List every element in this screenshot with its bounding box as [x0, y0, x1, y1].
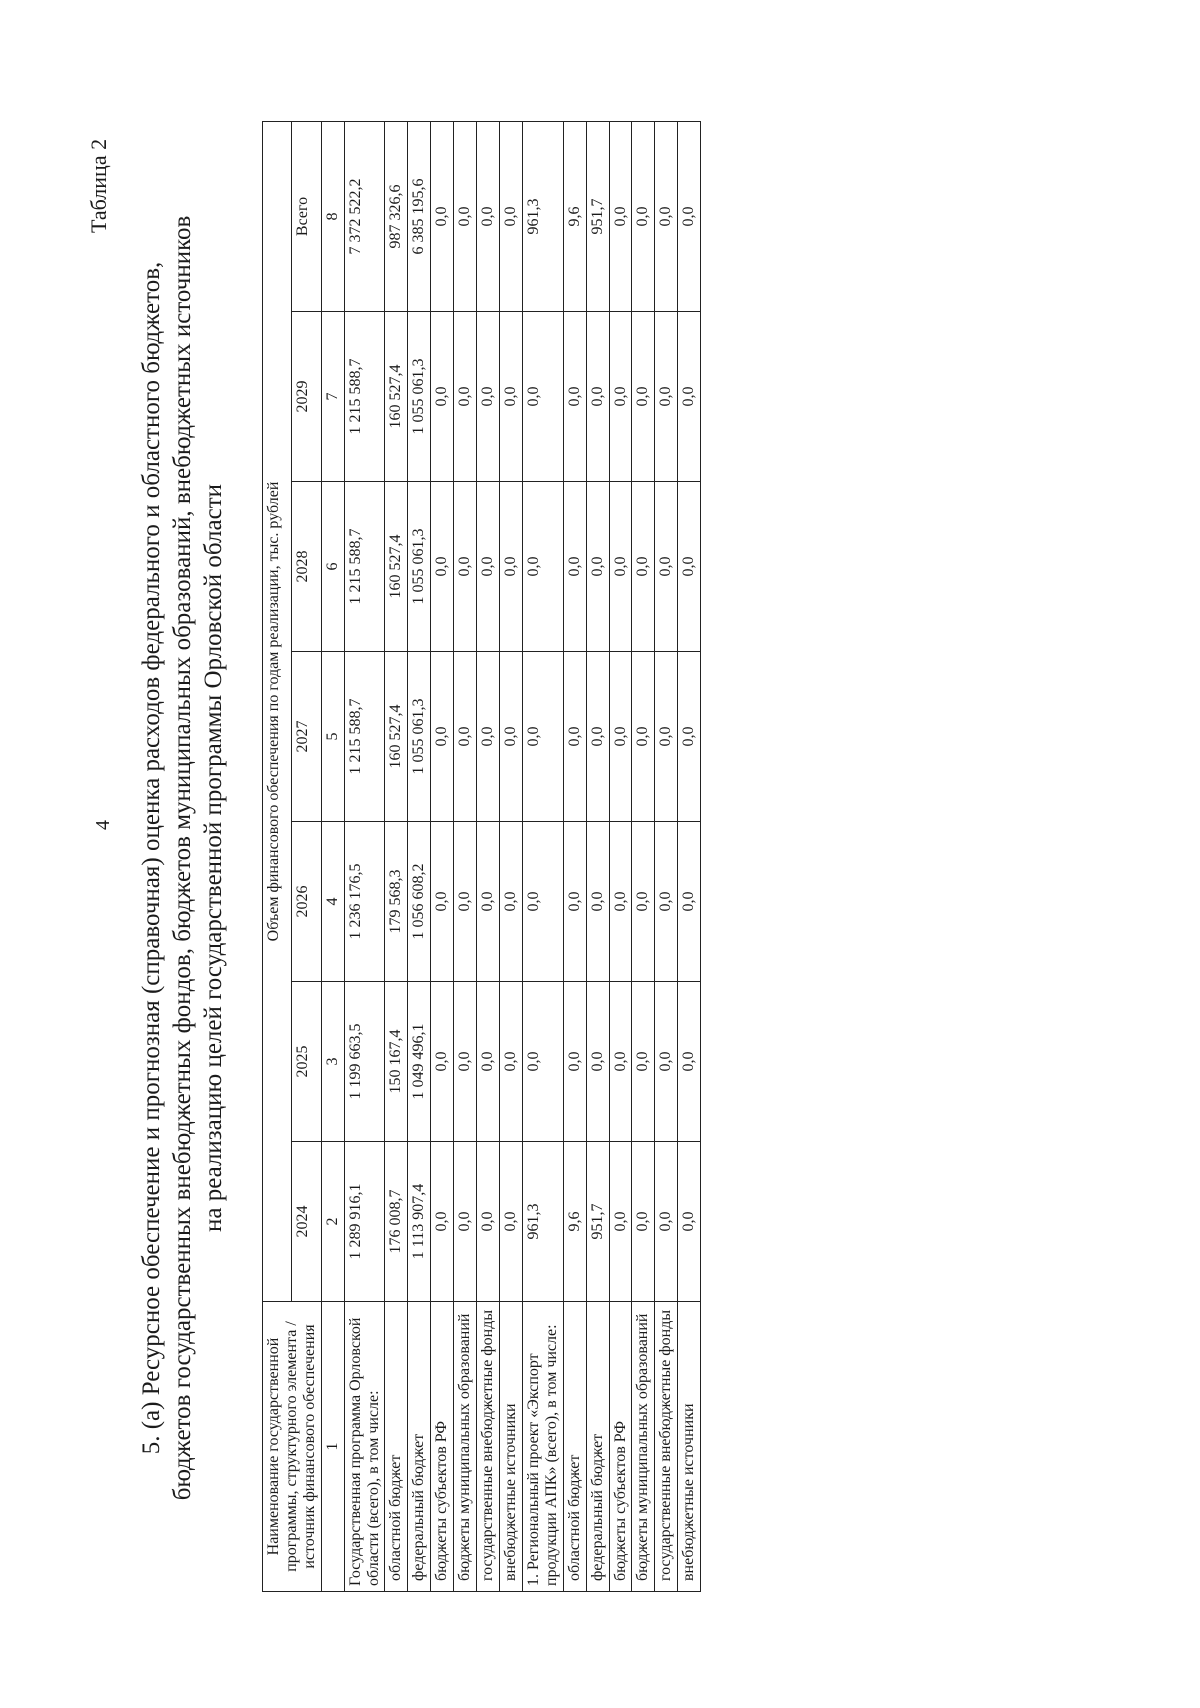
- row-name-cell: федеральный бюджет: [586, 1302, 609, 1592]
- table-row: [344, 121, 385, 1591]
- value-cell: 0,0: [431, 822, 454, 982]
- value-cell: 0,0: [632, 312, 655, 482]
- value-cell: 0,0: [586, 312, 609, 482]
- row-name-cell: бюджеты муниципальных образований: [454, 1302, 477, 1592]
- value-cell: 0,0: [678, 822, 701, 982]
- value-cell: 0,0: [563, 312, 586, 482]
- row-name-cell: областной бюджет: [563, 1302, 586, 1592]
- value-cell: 0,0: [632, 822, 655, 982]
- row-name-cell: федеральный бюджет: [408, 1302, 431, 1592]
- value-cell: 0,0: [522, 982, 563, 1142]
- column-number: 6: [321, 482, 344, 652]
- value-cell: 0,0: [499, 312, 522, 482]
- value-cell: 0,0: [454, 1142, 477, 1302]
- total-cell: 951,7: [586, 121, 609, 311]
- column-number: 8: [321, 121, 344, 311]
- value-cell: 0,0: [522, 822, 563, 982]
- row-name-cell: внебюджетные источники: [678, 1302, 701, 1592]
- page-number: 4: [92, 820, 114, 830]
- table-row: [586, 121, 609, 1591]
- row-name-cell: внебюджетные источники: [499, 1302, 522, 1592]
- table-row: [632, 121, 655, 1591]
- table-label: Таблица 2: [86, 138, 111, 233]
- row-name-cell: областной бюджет: [385, 1302, 408, 1592]
- value-cell: 0,0: [563, 982, 586, 1142]
- value-cell: 0,0: [609, 982, 632, 1142]
- value-cell: 160 527,4: [385, 312, 408, 482]
- year-header: 2026: [292, 822, 321, 982]
- total-cell: 961,3: [522, 121, 563, 311]
- column-number: 7: [321, 312, 344, 482]
- total-cell: 0,0: [632, 121, 655, 311]
- table-row: [499, 121, 522, 1591]
- value-cell: 0,0: [609, 1142, 632, 1302]
- total-cell: 0,0: [678, 121, 701, 311]
- value-cell: 0,0: [431, 1142, 454, 1302]
- year-header: 2027: [292, 652, 321, 822]
- value-cell: 0,0: [678, 652, 701, 822]
- value-cell: 0,0: [678, 1142, 701, 1302]
- column-number: 5: [321, 652, 344, 822]
- value-cell: 0,0: [609, 312, 632, 482]
- heading-line: 5. (а) Ресурсное обеспечение и прогнозная (справочная) оценка расходов федерального и областного бюджетов,: [138, 261, 165, 1455]
- value-cell: 0,0: [563, 822, 586, 982]
- value-cell: 0,0: [454, 982, 477, 1142]
- value-cell: 0,0: [586, 482, 609, 652]
- value-cell: 1 055 061,3: [408, 652, 431, 822]
- value-cell: 0,0: [522, 652, 563, 822]
- value-cell: 0,0: [563, 652, 586, 822]
- total-cell: 0,0: [609, 121, 632, 311]
- value-cell: 0,0: [477, 482, 500, 652]
- value-cell: 0,0: [609, 822, 632, 982]
- value-cell: 0,0: [454, 652, 477, 822]
- column-number: 1: [321, 1302, 344, 1592]
- year-header: 2025: [292, 982, 321, 1142]
- value-cell: 0,0: [454, 482, 477, 652]
- table-heading: [136, 148, 229, 1568]
- table-row: [408, 121, 431, 1591]
- value-cell: 9,6: [563, 1142, 586, 1302]
- value-cell: 0,0: [609, 652, 632, 822]
- value-cell: 1 215 588,7: [344, 482, 385, 652]
- year-header: 2028: [292, 482, 321, 652]
- value-cell: 0,0: [632, 482, 655, 652]
- year-header: 2024: [292, 1142, 321, 1302]
- value-cell: 0,0: [454, 822, 477, 982]
- table-row: [477, 121, 500, 1591]
- value-cell: 0,0: [454, 312, 477, 482]
- row-name-cell: бюджеты муниципальных образований: [632, 1302, 655, 1592]
- value-cell: 0,0: [632, 982, 655, 1142]
- total-cell: 987 326,6: [385, 121, 408, 311]
- value-cell: 1 049 496,1: [408, 982, 431, 1142]
- value-cell: 1 215 588,7: [344, 652, 385, 822]
- value-cell: 951,7: [586, 1142, 609, 1302]
- column-number-row: [321, 121, 344, 1591]
- value-cell: 0,0: [632, 1142, 655, 1302]
- value-cell: 0,0: [655, 822, 678, 982]
- value-cell: 176 008,7: [385, 1142, 408, 1302]
- value-cell: 0,0: [499, 482, 522, 652]
- value-cell: 0,0: [477, 312, 500, 482]
- value-cell: 0,0: [586, 982, 609, 1142]
- total-cell: 0,0: [454, 121, 477, 311]
- total-cell: 6 385 195,6: [408, 121, 431, 311]
- name-column-header: Наименование государственной программы, структурного элемента / источник финансового обеспечения: [263, 1302, 322, 1592]
- value-cell: 1 055 061,3: [408, 482, 431, 652]
- value-cell: 0,0: [678, 312, 701, 482]
- value-cell: 0,0: [499, 982, 522, 1142]
- value-cell: 0,0: [655, 652, 678, 822]
- column-number: 4: [321, 822, 344, 982]
- heading-line: бюджетов государственных внебюджетных фондов, бюджетов муниципальных образований, внебюджетных источников: [169, 215, 196, 1501]
- value-cell: 0,0: [522, 482, 563, 652]
- value-cell: 0,0: [477, 982, 500, 1142]
- table-row: [431, 121, 454, 1591]
- total-cell: 7 372 522,2: [344, 121, 385, 311]
- value-cell: 0,0: [431, 652, 454, 822]
- value-cell: 0,0: [499, 822, 522, 982]
- value-cell: 0,0: [655, 1142, 678, 1302]
- value-cell: 0,0: [655, 982, 678, 1142]
- value-cell: 1 236 176,5: [344, 822, 385, 982]
- value-cell: 0,0: [678, 982, 701, 1142]
- value-cell: 0,0: [609, 482, 632, 652]
- volume-header: Объем финансового обеспечения по годам реализации, тыс. рублей: [263, 121, 292, 1301]
- row-name-cell: бюджеты субъектов РФ: [431, 1302, 454, 1592]
- value-cell: 0,0: [499, 652, 522, 822]
- value-cell: 160 527,4: [385, 652, 408, 822]
- row-name-cell: государственные внебюджетные фонды: [655, 1302, 678, 1592]
- column-number: 2: [321, 1142, 344, 1302]
- row-name-cell: Государственная программа Орловской области (всего), в том числе:: [344, 1302, 385, 1592]
- value-cell: 1 055 061,3: [408, 312, 431, 482]
- value-cell: 0,0: [632, 652, 655, 822]
- total-cell: 9,6: [563, 121, 586, 311]
- value-cell: 1 215 588,7: [344, 312, 385, 482]
- table-row: [678, 121, 701, 1591]
- table-row: [655, 121, 678, 1591]
- value-cell: 0,0: [586, 652, 609, 822]
- value-cell: 0,0: [431, 312, 454, 482]
- value-cell: 160 527,4: [385, 482, 408, 652]
- total-header: Всего: [292, 121, 321, 311]
- value-cell: 0,0: [431, 982, 454, 1142]
- value-cell: 0,0: [678, 482, 701, 652]
- value-cell: 179 568,3: [385, 822, 408, 982]
- value-cell: 0,0: [655, 312, 678, 482]
- total-cell: 0,0: [655, 121, 678, 311]
- table-body: [344, 121, 701, 1591]
- value-cell: 0,0: [522, 312, 563, 482]
- column-number: 3: [321, 982, 344, 1142]
- value-cell: 150 167,4: [385, 982, 408, 1142]
- value-cell: 0,0: [477, 652, 500, 822]
- total-cell: 0,0: [499, 121, 522, 311]
- value-cell: 0,0: [431, 482, 454, 652]
- value-cell: 0,0: [655, 482, 678, 652]
- table-row: [609, 121, 632, 1591]
- row-name-cell: бюджеты субъектов РФ: [609, 1302, 632, 1592]
- year-header: 2029: [292, 312, 321, 482]
- heading-line: на реализацию целей государственной программы Орловской области: [200, 484, 227, 1232]
- row-name-cell: 1. Региональный проект «Экспорт продукции АПК» (всего), в том числе:: [522, 1302, 563, 1592]
- table-row: [385, 121, 408, 1591]
- value-cell: 961,3: [522, 1142, 563, 1302]
- table-row: [522, 121, 563, 1591]
- total-cell: 0,0: [431, 121, 454, 311]
- value-cell: 1 056 608,2: [408, 822, 431, 982]
- value-cell: 1 289 916,1: [344, 1142, 385, 1302]
- table-row: [454, 121, 477, 1591]
- table-row: [563, 121, 586, 1591]
- value-cell: 1 113 907,4: [408, 1142, 431, 1302]
- header-row: [263, 121, 292, 1591]
- value-cell: 0,0: [563, 482, 586, 652]
- row-name-cell: государственные внебюджетные фонды: [477, 1302, 500, 1592]
- resource-table: [262, 121, 701, 1592]
- value-cell: 0,0: [477, 822, 500, 982]
- value-cell: 0,0: [477, 1142, 500, 1302]
- value-cell: 0,0: [586, 822, 609, 982]
- value-cell: 0,0: [499, 1142, 522, 1302]
- value-cell: 1 199 663,5: [344, 982, 385, 1142]
- total-cell: 0,0: [477, 121, 500, 311]
